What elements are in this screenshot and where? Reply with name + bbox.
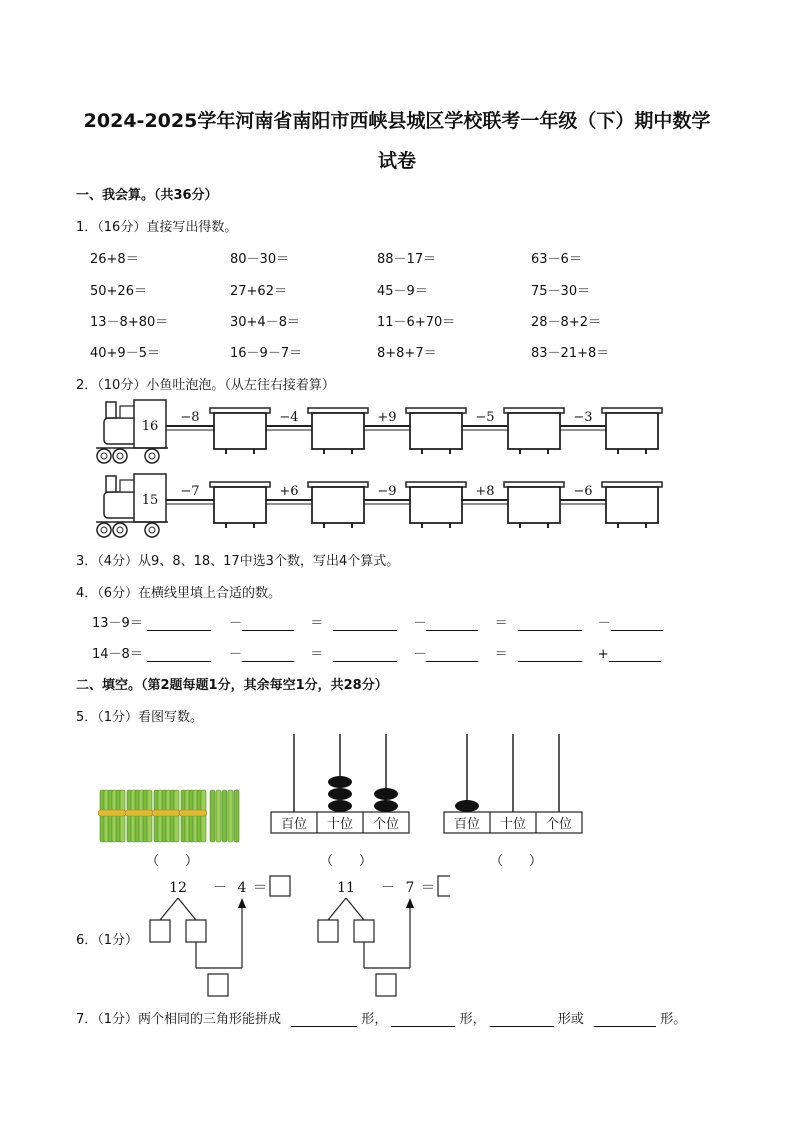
- train-car-answer-box: [410, 413, 462, 449]
- q1-expression: 27+62＝: [230, 284, 287, 299]
- q7-blank-3[interactable]: [490, 1012, 554, 1027]
- q4-blank[interactable]: [242, 616, 294, 631]
- q4-blank[interactable]: [609, 647, 661, 662]
- locomotive-boiler: [104, 492, 138, 518]
- abacus2-place-label: 个位: [545, 817, 573, 832]
- q7-blank-2[interactable]: [391, 1012, 455, 1027]
- train-car-answer-box: [312, 487, 364, 523]
- train-car-answer-box: [312, 413, 364, 449]
- abacus-bead: [455, 800, 479, 812]
- split-box: [354, 920, 374, 942]
- q4-blank[interactable]: [611, 616, 663, 631]
- q2-label: 2．（10分）小鱼吐泡泡。（从左往右接着算）: [76, 378, 335, 393]
- train1-operation: −5: [475, 410, 495, 425]
- q4-eq: ＝: [494, 616, 508, 631]
- answer-box: [438, 876, 450, 896]
- arrow-head: [406, 898, 414, 908]
- chimney: [106, 476, 116, 492]
- q4-blank[interactable]: [426, 647, 478, 662]
- q1-expression: 45－9＝: [377, 284, 428, 299]
- q1-expression: 80－30＝: [230, 252, 290, 267]
- abacus-bead: [328, 800, 352, 812]
- q6-eq1-operator: －: [213, 880, 227, 896]
- q4-op: －: [413, 616, 427, 631]
- q5-label: 5．（1分）看图写数。: [76, 710, 204, 725]
- q1-expression: 88－17＝: [377, 252, 437, 267]
- train-1: [96, 400, 662, 463]
- split-box: [318, 920, 338, 942]
- q6-eq1-equals: ＝: [253, 880, 267, 896]
- train-car-answer-box: [214, 413, 266, 449]
- split-diagram-2: [318, 876, 450, 996]
- wheel-hub: [149, 453, 155, 459]
- train-2: [96, 474, 662, 537]
- train1-start-number: 16: [141, 419, 159, 434]
- q6-eq1-subtrahend: 4: [237, 880, 247, 896]
- train-car-answer-box: [214, 487, 266, 523]
- q4-blank[interactable]: [147, 616, 211, 631]
- train1-operation: +9: [377, 410, 397, 425]
- abacus2-place-label: 百位: [453, 817, 481, 832]
- bamboo-stick: [210, 790, 215, 842]
- branch-line: [346, 898, 364, 920]
- q4-eq: ＝: [310, 647, 324, 662]
- q4-op: －: [229, 616, 243, 631]
- abacus-1: [270, 732, 415, 837]
- page-title-cont: 试卷: [377, 150, 416, 172]
- abacus1-place-label: 十位: [326, 817, 354, 832]
- abacus-bead: [374, 800, 398, 812]
- q5-answer-1[interactable]: （ ）: [146, 854, 199, 869]
- q5-answer-3[interactable]: （ ）: [490, 854, 543, 869]
- section-2-heading: 二、填空。（第2题每题1分，其余每空1分，共28分）: [76, 678, 388, 693]
- q4-eq: ＝: [310, 616, 324, 631]
- train1-operation: −3: [573, 410, 593, 425]
- q4-eq: ＝: [494, 647, 508, 662]
- q7-suffix-1: 形，: [361, 1012, 388, 1027]
- train2-start-number: 15: [141, 493, 159, 508]
- result-box: [376, 974, 396, 996]
- q4-label: 4．（6分）在横线里填上合适的数。: [76, 586, 282, 601]
- q4-blank[interactable]: [518, 616, 582, 631]
- split-box: [150, 920, 170, 942]
- q4-op: －: [597, 616, 611, 631]
- train-car-answer-box: [410, 487, 462, 523]
- abacus1-place-label: 个位: [372, 817, 400, 832]
- q4-blank[interactable]: [426, 616, 478, 631]
- abacus2-place-label: 十位: [499, 817, 527, 832]
- bundle-tie: [179, 810, 207, 816]
- q5-answer-2[interactable]: （ ）: [320, 854, 373, 869]
- q4-row-2: [92, 643, 661, 662]
- wheel-hub: [149, 527, 155, 533]
- q1-expression: 63－6＝: [531, 252, 582, 267]
- bamboo-stick: [216, 790, 221, 842]
- q7-suffix-4: 形。: [660, 1012, 687, 1027]
- bamboo-stick: [234, 790, 239, 842]
- train-diagram: [90, 396, 670, 541]
- q1-expression: 30+4－8＝: [230, 315, 300, 330]
- q1-expression: 26+8＝: [90, 252, 139, 267]
- branch-line: [328, 898, 346, 920]
- q4-blank[interactable]: [333, 647, 397, 662]
- q7-blank-4[interactable]: [594, 1012, 656, 1027]
- q4-blank[interactable]: [242, 647, 294, 662]
- q3-label: 3．（4分）从9、8、18、17中选3个数，写出4个算式。: [76, 554, 400, 569]
- q4-op: －: [413, 647, 427, 662]
- q4-blank[interactable]: [333, 616, 397, 631]
- locomotive-boiler: [104, 418, 138, 444]
- train1-operation: −4: [279, 410, 299, 425]
- section-1-heading: 一、我会算。（共36分）: [76, 188, 218, 203]
- q6-eq2-minuend: 11: [337, 880, 355, 896]
- train2-operation: −6: [573, 484, 593, 499]
- q4-op: +: [597, 647, 609, 662]
- abacus-2: [443, 732, 588, 837]
- q7-blank-1[interactable]: [291, 1012, 357, 1027]
- train2-operation: +6: [279, 484, 299, 499]
- train-car-answer-box: [508, 487, 560, 523]
- q1-expression: 8+8+7＝: [377, 346, 437, 361]
- answer-box: [270, 876, 290, 896]
- q4-op: －: [229, 647, 243, 662]
- train-car-answer-box: [606, 413, 658, 449]
- train2-operation: −7: [180, 484, 200, 499]
- chimney: [106, 402, 116, 418]
- q1-label: 1．（16分）直接写出得数。: [76, 220, 238, 235]
- bundle-tie: [98, 810, 126, 816]
- wheel-hub: [101, 527, 107, 533]
- split-box: [186, 920, 206, 942]
- q7-prefix: 7．（1分）两个相同的三角形能拼成: [76, 1012, 282, 1027]
- q1-expression: 28－8+2＝: [531, 315, 601, 330]
- q1-expression: 16－9－7＝: [230, 346, 303, 361]
- q1-expression: 50+26＝: [90, 284, 147, 299]
- q4-row2-start: 14－8＝: [92, 647, 143, 662]
- abacus-bead: [328, 788, 352, 800]
- split-number-diagram: [140, 870, 450, 1000]
- q6-eq2-operator: －: [381, 880, 395, 896]
- q1-expression: 13－8+80＝: [90, 315, 169, 330]
- train2-operation: −9: [377, 484, 397, 499]
- q7-line: [76, 1008, 686, 1027]
- abacus-bead: [374, 788, 398, 800]
- bundle-tie: [152, 810, 180, 816]
- q1-expression: 75－30＝: [531, 284, 591, 299]
- q4-row-1: [92, 612, 663, 631]
- q6-label: 6．（1分）: [76, 933, 139, 948]
- q1-expression: 11－6+70＝: [377, 315, 456, 330]
- bamboo-sticks-image: [98, 788, 248, 846]
- branch-line: [160, 898, 178, 920]
- wheel-hub: [101, 453, 107, 459]
- bundle-tie: [125, 810, 153, 816]
- train-car-answer-box: [508, 413, 560, 449]
- abacus-bead: [328, 776, 352, 788]
- split-diagram-1: [150, 876, 290, 996]
- q7-suffix-3: 形或: [557, 1012, 584, 1027]
- q4-blank[interactable]: [518, 647, 582, 662]
- q4-blank[interactable]: [147, 647, 211, 662]
- train2-operation: +8: [475, 484, 495, 499]
- result-box: [208, 974, 228, 996]
- q1-expression: 40+9－5＝: [90, 346, 160, 361]
- train-car-answer-box: [606, 487, 658, 523]
- q1-expression: 83－21+8＝: [531, 346, 610, 361]
- bamboo-stick: [222, 790, 227, 842]
- bamboo-stick: [228, 790, 233, 842]
- q6-eq2-subtrahend: 7: [405, 880, 415, 896]
- q6-eq1-minuend: 12: [169, 880, 187, 896]
- branch-line: [178, 898, 196, 920]
- train1-operation: −8: [180, 410, 200, 425]
- abacus1-place-label: 百位: [280, 817, 308, 832]
- page-title: 2024-2025学年河南省南阳市西峡县城区学校联考一年级（下）期中数学: [83, 110, 711, 132]
- arrow-head: [238, 898, 246, 908]
- q4-row1-start: 13－9＝: [92, 616, 143, 631]
- wheel-hub: [117, 527, 123, 533]
- q7-suffix-2: 形，: [459, 1012, 486, 1027]
- q6-eq2-equals: ＝: [421, 880, 435, 896]
- wheel-hub: [117, 453, 123, 459]
